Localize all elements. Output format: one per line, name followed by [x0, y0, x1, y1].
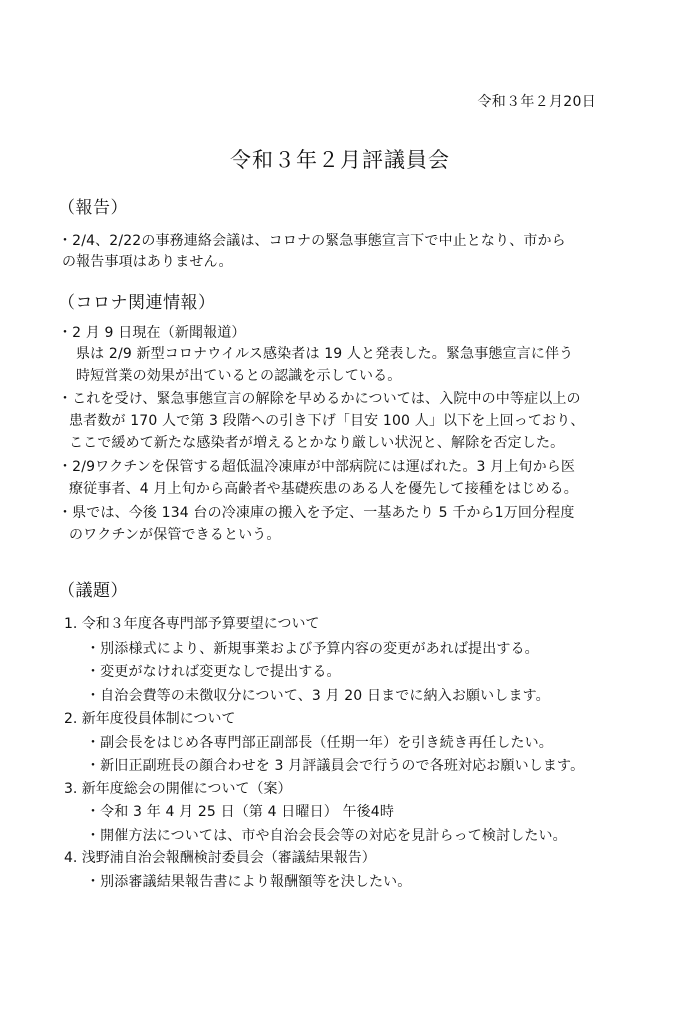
- corona-line: ・2 月 9 日現在（新聞報道）: [58, 325, 246, 341]
- corona-line: ここで緩めて新たな感染者が増えるとかなり厳しい状況と、解除を否定した。: [69, 435, 565, 451]
- agenda-item-bullet: ・別添様式により、新規事業および予算内容の変更があれば提出する。: [86, 641, 539, 657]
- agenda-item-bullet: ・別添審議結果報告書により報酬額等を決したい。: [86, 874, 412, 890]
- corona-line: ・県では、今後 134 台の冷凍庫の搬入を予定、一基あたり 5 千から1万回分程度: [58, 505, 575, 521]
- corona-line: 患者数が 170 人で第 3 段階への引き下げ「目安 100 人」以下を上回っており、: [69, 413, 585, 429]
- agenda-item-bullet: ・開催方法については、市や自治会長会等の対応を見計らって検討したい。: [86, 828, 567, 844]
- corona-line: 県は 2/9 新型コロナウイルス感染者は 19 人と発表した。緊急事態宣言に伴う: [76, 346, 574, 362]
- agenda-item-title: 3. 新年度総会の開催について（案）: [64, 781, 292, 797]
- report-heading: （報告）: [58, 198, 128, 218]
- report-line: の報告事項はありません。: [62, 254, 233, 270]
- report-line: ・2/4、2/22の事務連絡会議は、コロナの緊急事態宣言下で中止となり、市から: [58, 233, 566, 249]
- corona-line: ・2/9ワクチンを保管する超低温冷凍庫が中部病院には運ばれた。3 月上旬から医: [58, 459, 576, 475]
- agenda-item-title: 2. 新年度役員体制について: [64, 711, 236, 727]
- corona-heading: （コロナ関連情報）: [58, 293, 216, 313]
- corona-line: 時短営業の効果が出ているとの認識を示している。: [76, 368, 402, 384]
- agenda-item-bullet: ・新旧正副班長の顔合わせを 3 月評議員会で行うので各班対応お願いします。: [86, 758, 585, 774]
- corona-line: ・これを受け、緊急事態宣言の解除を早めるかについては、入院中の中等症以上の: [58, 391, 581, 407]
- agenda-item-bullet: ・令和 3 年 4 月 25 日（第 4 日曜日） 午後4時: [86, 804, 394, 820]
- agenda-item-title: 1. 令和３年度各専門部予算要望について: [64, 616, 320, 632]
- document-date: 令和３年２月20日: [477, 94, 596, 110]
- corona-line: のワクチンが保管できるという。: [69, 527, 281, 543]
- agenda-item-bullet: ・自治会費等の未徴収分について、3 月 20 日までに納入お願いします。: [86, 688, 550, 704]
- agenda-item-bullet: ・副会長をはじめ各専門部正副部長（任期一年）を引き続き再任したい。: [86, 735, 553, 751]
- corona-line: 療従事者、4 月上旬から高齢者や基礎疾患のある人を優先して接種をはじめる。: [69, 481, 578, 497]
- agenda-item-bullet: ・変更がなければ変更なしで提出する。: [86, 664, 341, 680]
- agenda-item-title: 4. 浅野浦自治会報酬検討委員会（審議結果報告）: [64, 850, 376, 866]
- agenda-heading: （議題）: [58, 581, 128, 601]
- document-title: 令和３年２月評議員会: [230, 148, 450, 172]
